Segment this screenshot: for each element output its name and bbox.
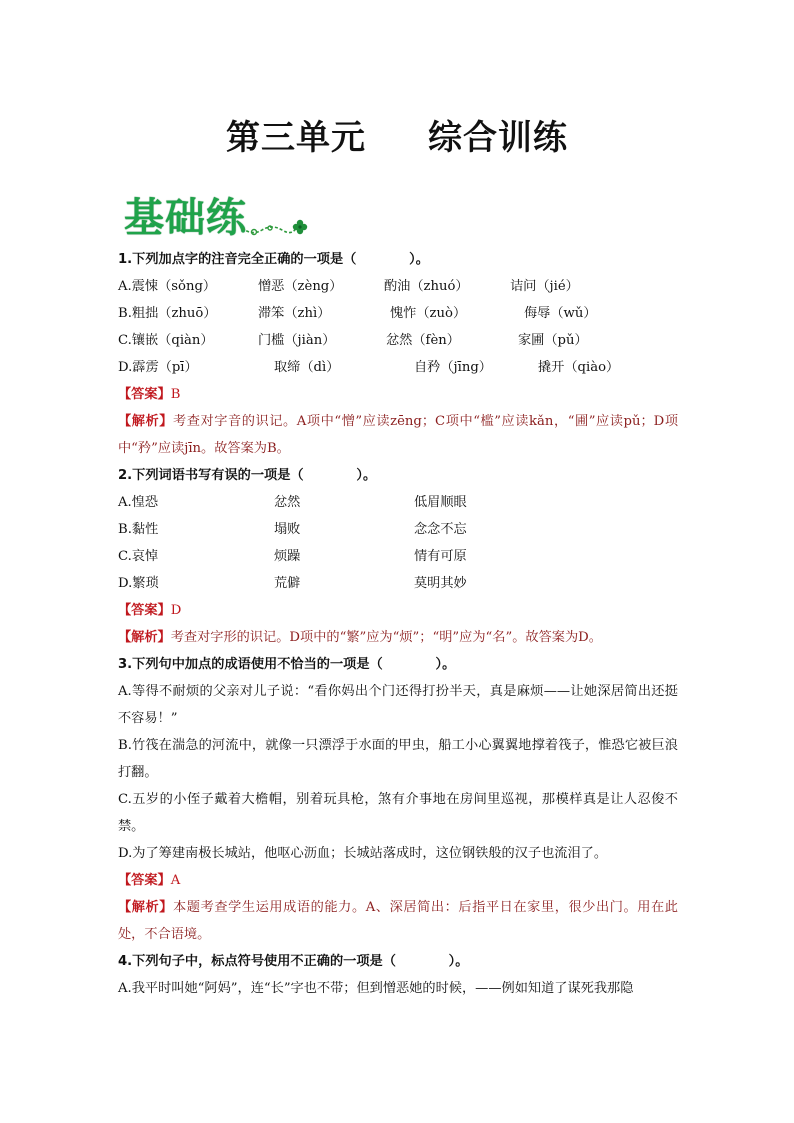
option-c-word-2: 烦躁 xyxy=(274,549,301,564)
question-1-stem: 1.下列加点字的注音完全正确的一项是（ ）。 xyxy=(118,252,429,267)
analysis-text: 考查对字音的识记。A项中“憎”应读zēng；C项中“槛”应读kǎn，“圃”应读pǔ；D项中“矜”应读jīn。故答案为B。 xyxy=(118,414,679,456)
page-title xyxy=(0,110,794,159)
option-a-word-3: 低眉顺眼 xyxy=(414,495,467,510)
analysis-text: 本题考查学生运用成语的能力。A、深居简出：后指平日在家里，很少出门。用在此处，不合语境。 xyxy=(118,900,678,942)
analysis-tag: 【解析】 xyxy=(118,900,174,915)
question-3-option-b: B.竹筏在湍急的河流中，就像一只漂浮于水面的甲虫，船工小心翼翼地撑着筏子，惟恐它被巨浪打翻。 xyxy=(118,738,678,780)
option-a-word-2: 忿然 xyxy=(274,495,301,510)
option-a-item-3: 酌油（zhuó） xyxy=(384,279,469,294)
option-b-item-4: 侮辱（wǔ） xyxy=(524,306,597,321)
option-c-word-1: C.哀悼 xyxy=(118,549,159,564)
option-d-word-2: 荒僻 xyxy=(274,576,301,591)
option-d-item-4: 撬开（qiào） xyxy=(538,360,620,375)
option-d-item-3: 自矜（jīng） xyxy=(414,360,492,375)
question-1-analysis xyxy=(118,408,678,462)
question-2-option-row xyxy=(118,516,678,543)
answer-value: B xyxy=(170,387,181,402)
question-2-stem: 2.下列词语书写有误的一项是（ ）。 xyxy=(118,468,377,483)
question-1-option-row xyxy=(118,327,678,354)
clover-icon xyxy=(293,220,307,234)
question-4-stem: 4.下列句子中，标点符号使用不正确的一项是（ ）。 xyxy=(118,954,469,969)
question-1-answer xyxy=(118,381,678,408)
question-1-option-row xyxy=(118,354,678,381)
option-d-item-1: D.霹雳（pī） xyxy=(118,360,198,375)
badge-label: 基础练 xyxy=(124,195,247,241)
question-3-option-d: D.为了筹建南极长城站，他呕心沥血；长城站落成时，这位钢铁般的汉子也流泪了。 xyxy=(118,846,608,861)
section-badge xyxy=(124,186,314,246)
question-3-answer xyxy=(118,867,678,894)
option-a-item-1: A.震悚（sǒng） xyxy=(118,279,217,294)
option-b-word-2: 塌败 xyxy=(274,522,301,537)
option-b-word-3: 念念不忘 xyxy=(414,522,467,537)
option-c-item-3: 忿然（fèn） xyxy=(386,333,460,348)
question-1-option-row xyxy=(118,273,678,300)
option-a-word-1: A.惶恐 xyxy=(118,495,159,510)
option-c-word-3: 情有可原 xyxy=(414,549,467,564)
option-c-item-2: 门槛（jiàn） xyxy=(258,333,336,348)
option-b-item-3: 愧怍（zuò） xyxy=(390,306,467,321)
analysis-tag: 【解析】 xyxy=(118,630,171,645)
question-3-option-a: A.等得不耐烦的父亲对儿子说：“看你妈出个门还得打扮半天，真是麻烦——让她深居简出还挺不容易！” xyxy=(118,684,678,726)
question-2-option-row xyxy=(118,489,678,516)
analysis-text: 考查对字形的识记。D项中的“繁”应为“烦”；“明”应为“名”。故答案为D。 xyxy=(170,630,602,645)
option-d-item-2: 取缔（dì） xyxy=(274,360,340,375)
question-2-answer xyxy=(118,597,678,624)
title-part-2: 综合训练 xyxy=(428,118,568,158)
question-2-option-row xyxy=(118,543,678,570)
option-c-item-1: C.镶嵌（qiàn） xyxy=(118,333,214,348)
question-2-option-row xyxy=(118,570,678,597)
question-2-analysis xyxy=(118,624,678,651)
question-3-stem: 3.下列句中加点的成语使用不恰当的一项是（ ）。 xyxy=(118,657,456,672)
option-c-item-4: 家圃（pǔ） xyxy=(518,333,588,348)
option-b-word-1: B.黏性 xyxy=(118,522,159,537)
option-d-word-3: 莫明其妙 xyxy=(414,576,467,591)
answer-value: A xyxy=(170,873,181,888)
option-d-word-1: D.繁琐 xyxy=(118,576,159,591)
question-1-option-row xyxy=(118,300,678,327)
option-a-item-2: 憎恶（zèng） xyxy=(258,279,343,294)
answer-tag: 【答案】 xyxy=(118,603,171,618)
question-4-option-a: A.我平时叫她“阿妈”，连“长”字也不带；但到憎恶她的时候，——例如知道了谋死我那隐 xyxy=(118,981,634,996)
option-b-item-1: B.粗拙（zhuō） xyxy=(118,306,217,321)
analysis-tag: 【解析】 xyxy=(118,414,173,429)
question-3-analysis xyxy=(118,894,678,948)
exercise-content xyxy=(118,246,678,1002)
vine-decoration-icon xyxy=(240,216,310,240)
answer-tag: 【答案】 xyxy=(118,387,171,402)
answer-value: D xyxy=(170,603,182,618)
option-a-item-4: 诘问（jié） xyxy=(510,279,579,294)
title-part-1: 第三单元 xyxy=(226,118,366,158)
question-3-option-c: C.五岁的小侄子戴着大檐帽，别着玩具枪，煞有介事地在房间里巡视，那模样真是让人忍俊不禁。 xyxy=(118,792,678,834)
option-b-item-2: 滞笨（zhì） xyxy=(258,306,331,321)
answer-tag: 【答案】 xyxy=(118,873,171,888)
